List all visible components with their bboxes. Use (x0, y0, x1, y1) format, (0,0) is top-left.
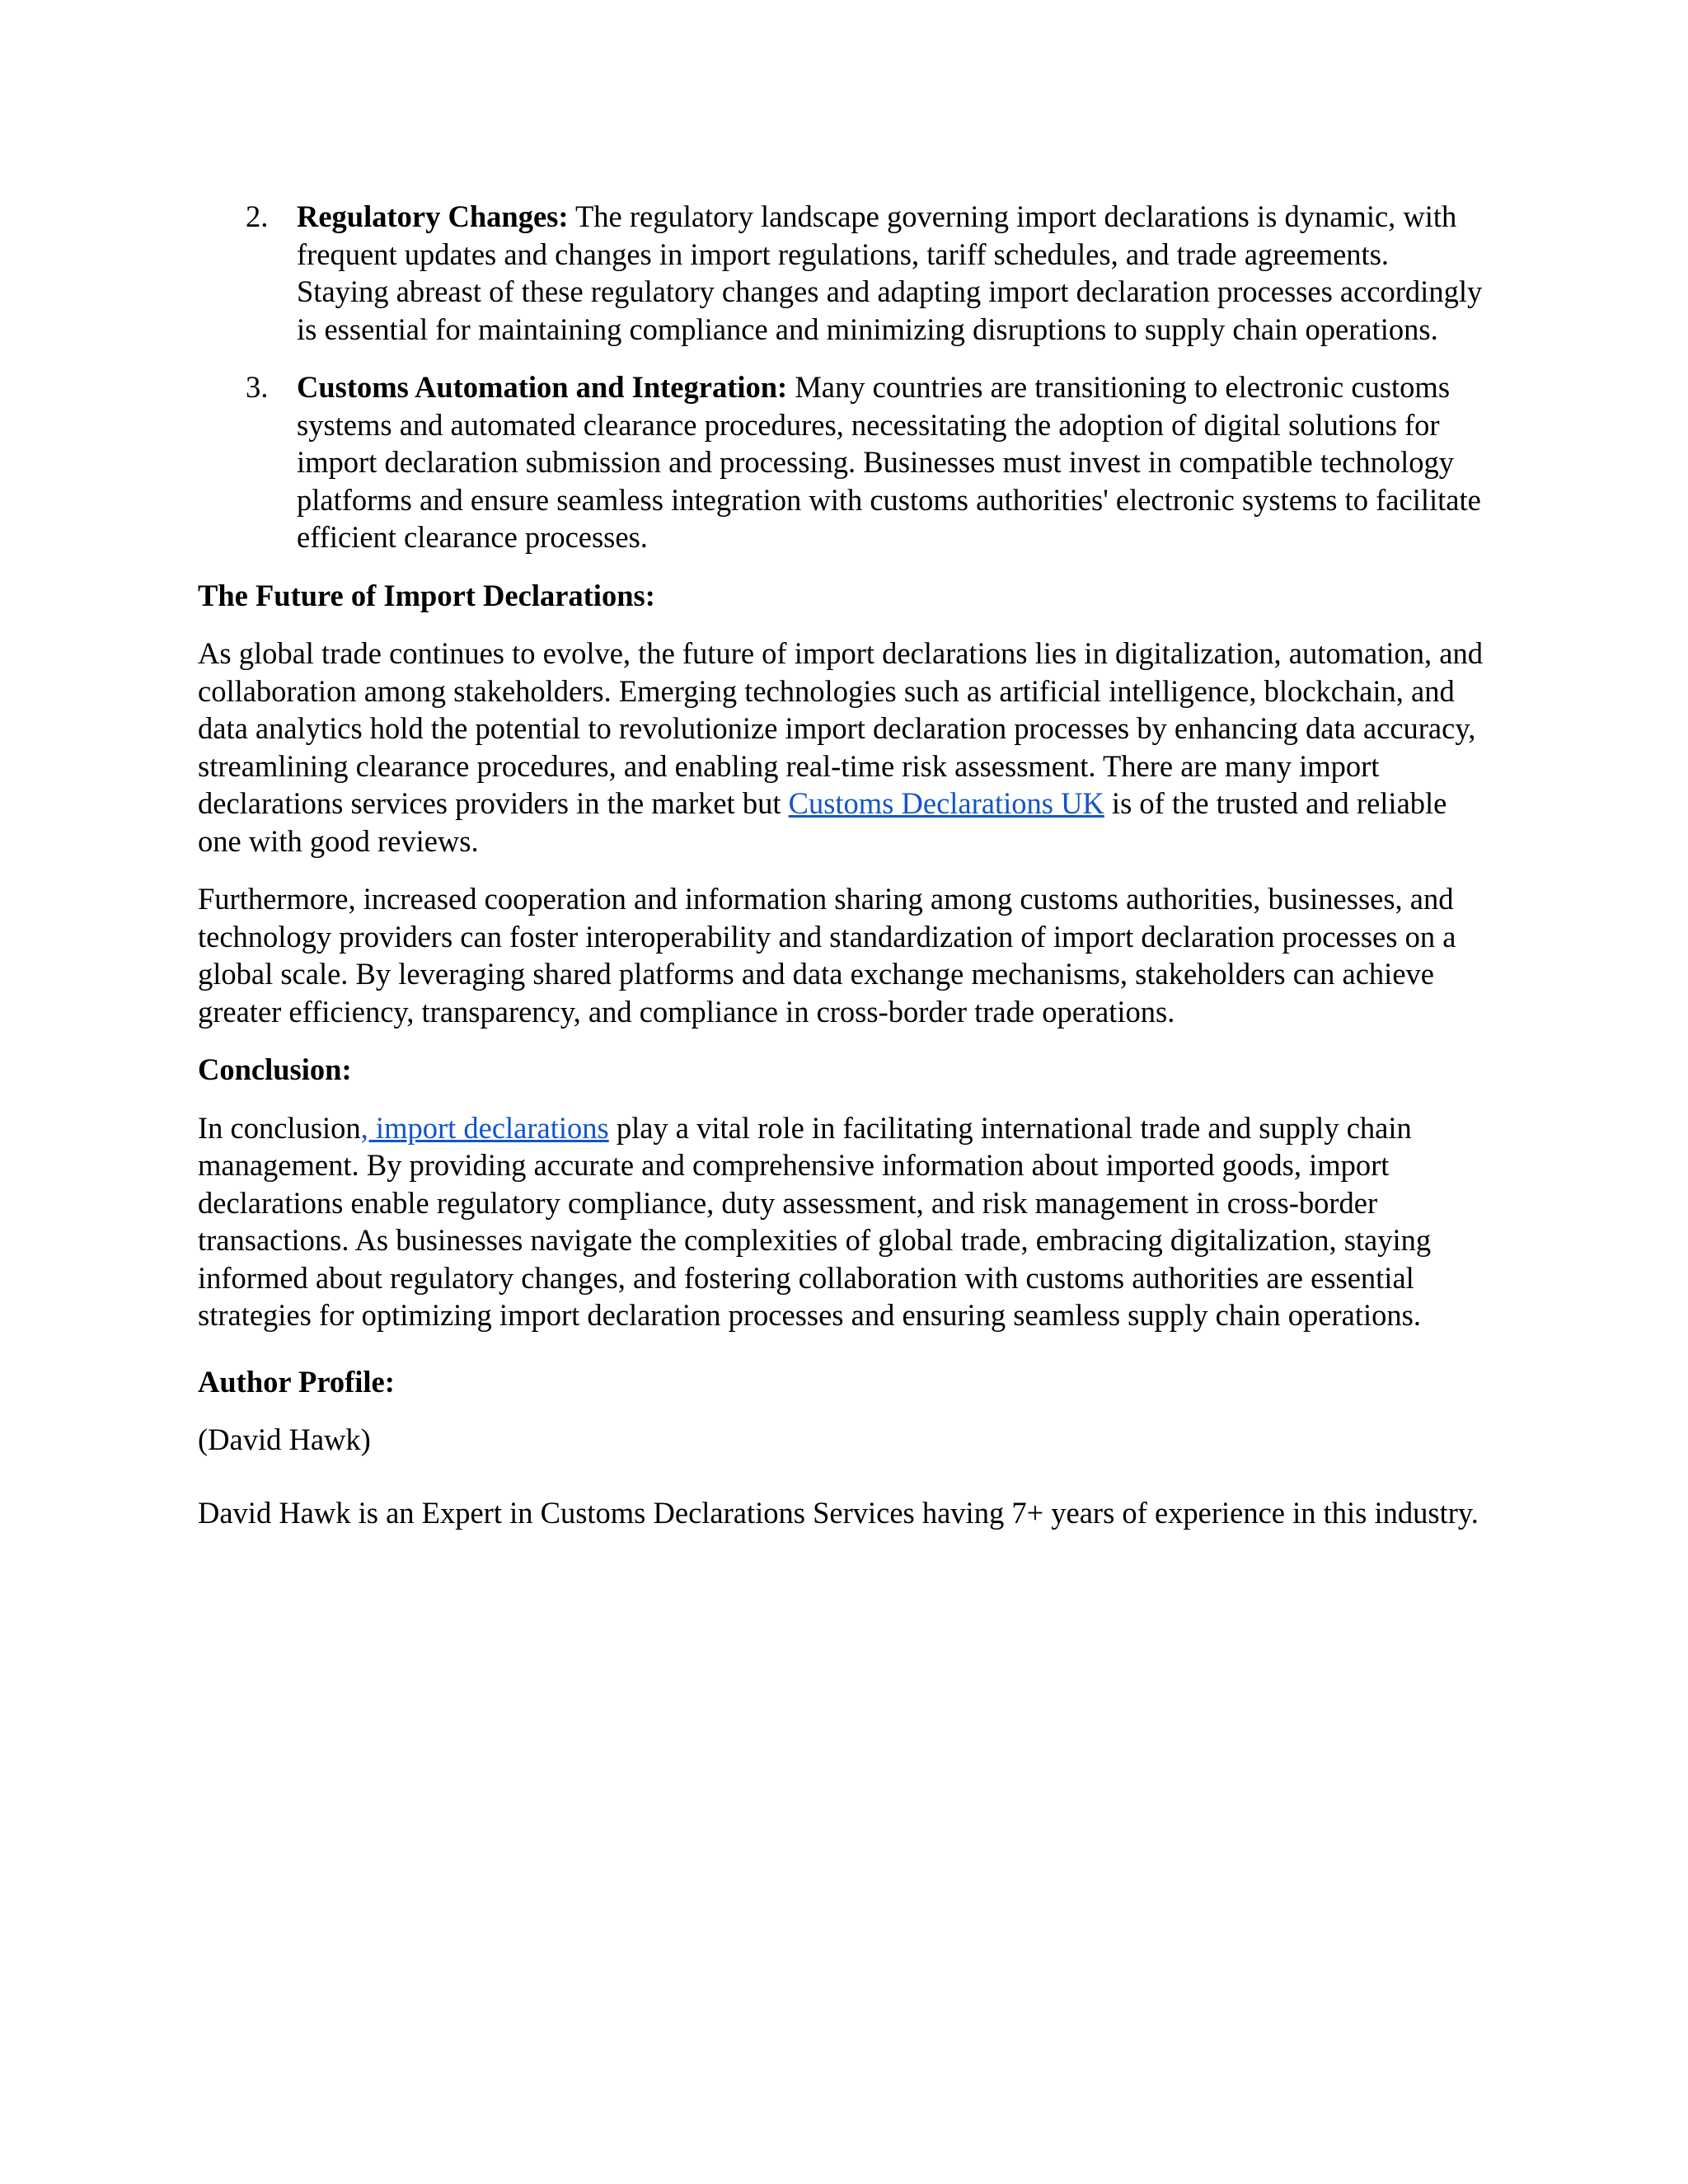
future-heading: The Future of Import Declarations: (198, 578, 655, 612)
author-name: (David Hawk) (198, 1422, 371, 1456)
conclusion-before: In conclusion (198, 1110, 361, 1145)
list-item-title: Customs Automation and Integration: (297, 370, 788, 404)
conclusion-after: play a vital role in facilitating international trade and supply chain management. By providing accurate and comprehensive information about imported goods, import declarations enable regulatory compliance, duty assessment, and risk management in cross-border transactions. As businesses navigate the complexities of global trade, embracing digitalization, staying informed about regulatory changes, and fostering collaboration with customs authorities are essential strategies for optimizing import declaration processes and ensuring seamless supply chain operations. (198, 1110, 1432, 1332)
list-item-customs-automation (198, 368, 1484, 556)
conclusion-heading: Conclusion: (198, 1052, 352, 1086)
document-page (198, 198, 1484, 1552)
list-item-text: The regulatory landscape governing import declarations is dynamic, with frequent updates and changes in import regulations, tariff schedules, and trade agreements. Staying abreast of these regulatory changes and adapting import declaration processes accordingly is essential for maintaining compliance and minimizing disruptions to supply chain operations. (297, 199, 1483, 346)
import-declarations-link[interactable]: , import declarations (360, 1110, 609, 1145)
future-p1-after: is of the trusted and reliable one with good reviews. (198, 786, 1447, 858)
list-number: 3. (246, 370, 269, 404)
future-paragraph-1 (198, 635, 1484, 860)
future-paragraph-2: Furthermore, increased cooperation and information sharing among customs authorities, businesses, and technology providers can foster interoperability and standardization of import declaration processes on a global scale. By leveraging shared platforms and data exchange mechanisms, stakeholders can achieve greater efficiency, transparency, and compliance in cross-border trade operations. (198, 882, 1456, 1029)
future-p1-before: As global trade continues to evolve, the future of import declarations lies in digitalization, automation, and collaboration among stakeholders. Emerging technologies such as artificial intelligence, blockchain, and data analytics hold the potential to revolutionize import declaration processes by enhancing data accuracy, streamlining clearance procedures, and enabling real-time risk assessment. There are many import declarations services providers in the market but (198, 636, 1483, 820)
list-item-regulatory-changes (198, 198, 1484, 348)
list-item-text: Many countries are transitioning to electronic customs systems and automated clearance procedures, necessitating the adoption of digital solutions for import declaration submission and processing. Businesses must invest in compatible technology platforms and ensure seamless integration with customs authorities' electronic systems to facilitate efficient clearance processes. (297, 370, 1481, 554)
numbered-list (198, 198, 1484, 556)
author-bio: David Hawk is an Expert in Customs Declarations Services having 7+ years of experience in this industry. (198, 1495, 1479, 1530)
author-profile-heading: Author Profile: (198, 1364, 395, 1399)
list-number: 2. (246, 199, 269, 233)
list-item-title: Regulatory Changes: (297, 199, 569, 233)
customs-declarations-uk-link[interactable]: Customs Declarations UK (788, 786, 1104, 820)
conclusion-paragraph (198, 1109, 1484, 1334)
